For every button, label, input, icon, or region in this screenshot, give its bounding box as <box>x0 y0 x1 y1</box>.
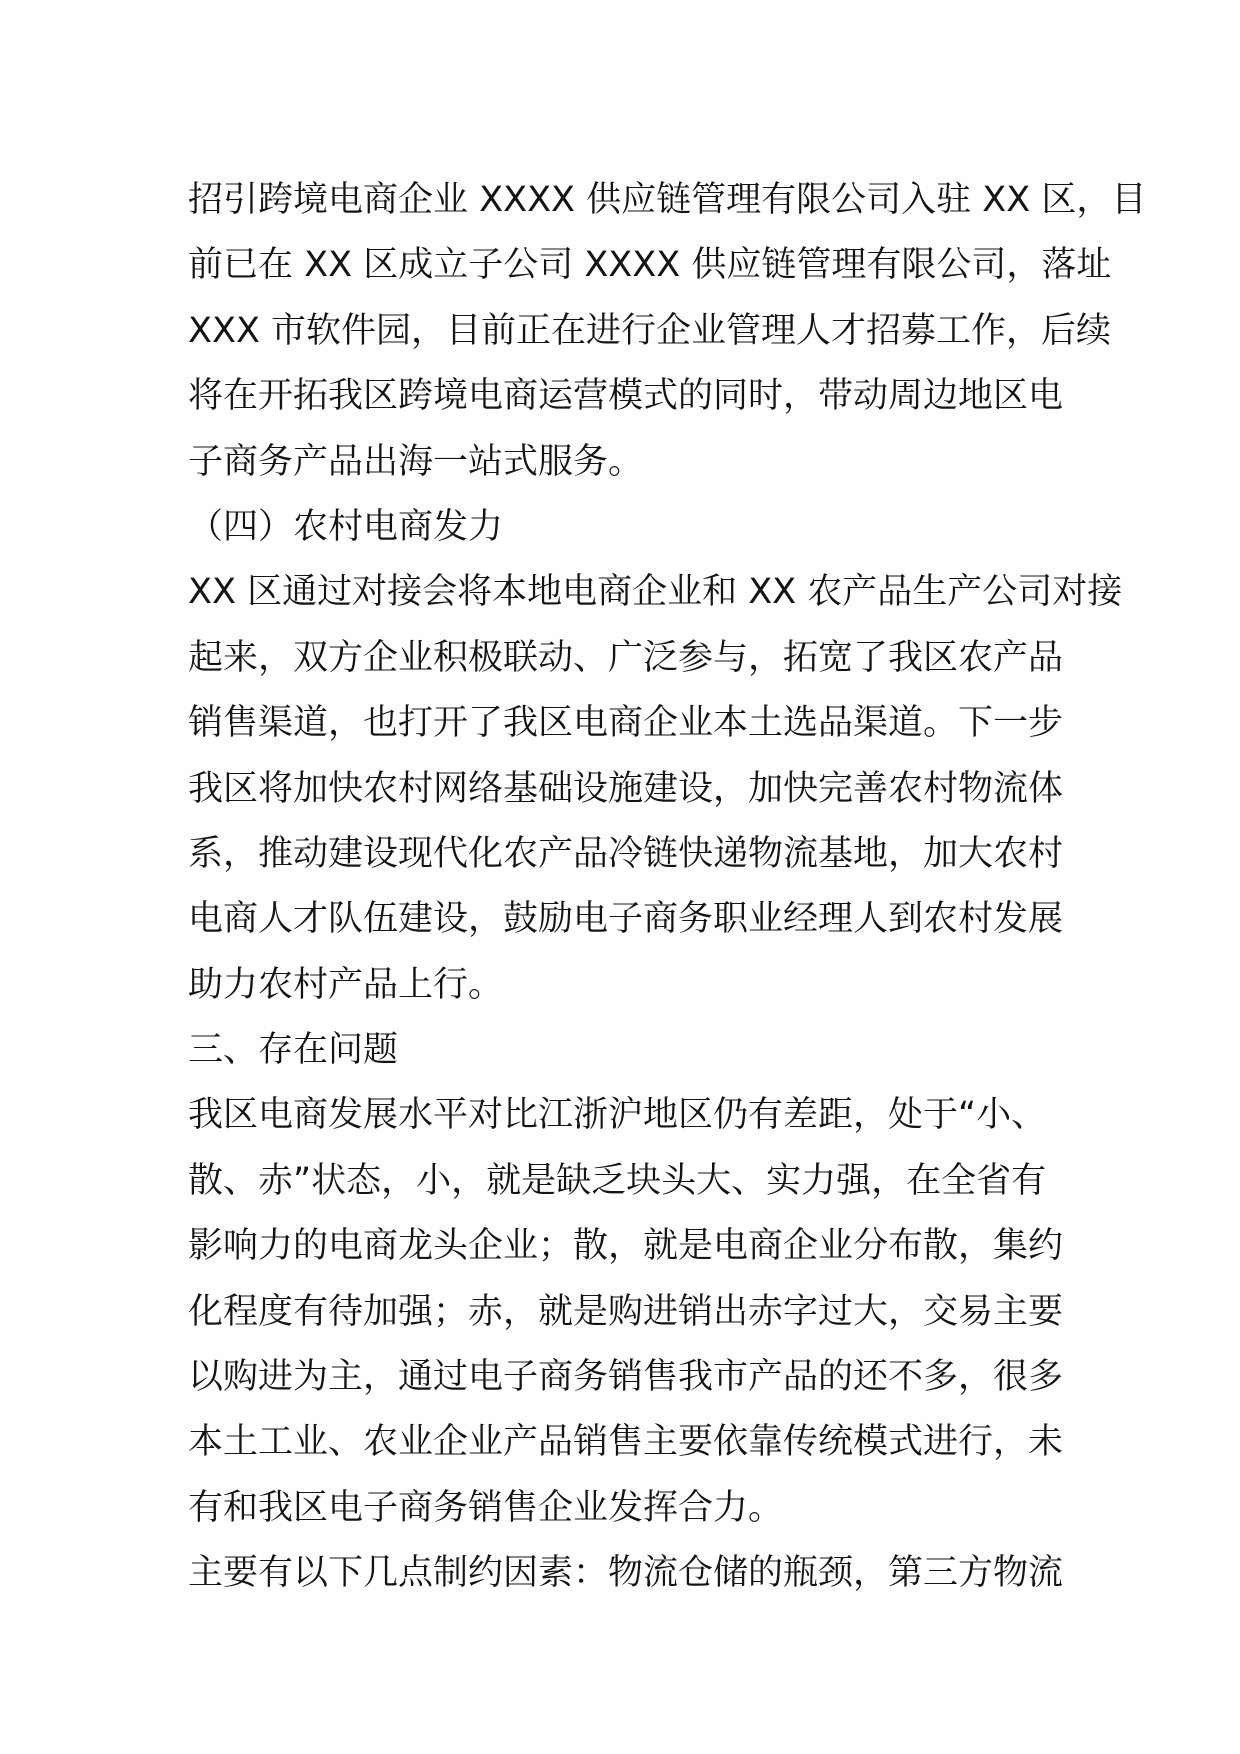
text-line: 招引跨境电商企业 XXXX 供应链管理有限公司入驻 XX 区，目 <box>188 180 1147 220</box>
text-line: 起来，双方企业积极联动、广泛参与，拓宽了我区农产品 <box>188 637 1064 678</box>
section-heading-rural-ecommerce: （四）农村电商发力 <box>188 506 504 547</box>
text-line: 销售渠道，也打开了我区电商企业本土选品渠道。下一步 <box>188 703 1064 744</box>
text-line: XX 区通过对接会将本地电商企业和 XX 农产品生产公司对接 <box>188 572 1123 613</box>
text-line: 以购进为主，通过电子商务销售我市产品的还不多，很多 <box>188 1357 1064 1398</box>
document-body <box>188 168 1147 1607</box>
text-line: 我区将加快农村网络基础设施建设，加快完善农村物流体 <box>188 768 1064 809</box>
section-heading-existing-problems: 三、存在问题 <box>188 1030 399 1071</box>
text-line: 化程度有待加强；赤，就是购进销出赤字过大，交易主要 <box>188 1291 1064 1332</box>
text-line: 子商务产品出海一站式服务。 <box>188 441 644 482</box>
text-line: 系，推动建设现代化农产品冷链快递物流基地，加大农村 <box>188 833 1064 874</box>
text-line: 电商人才队伍建设，鼓励电子商务职业经理人到农村发展 <box>188 899 1064 940</box>
text-line: 有和我区电子商务销售企业发挥合力。 <box>188 1487 784 1528</box>
text-line: 助力农村产品上行。 <box>188 964 504 1005</box>
text-line: XXX 市软件园，目前正在进行企业管理人才招募工作，后续 <box>188 310 1112 351</box>
text-line: 影响力的电商龙头企业；散，就是电商企业分布散，集约 <box>188 1226 1064 1267</box>
text-line: 我区电商发展水平对比江浙沪地区仍有差距，处于“小、 <box>188 1095 1047 1136</box>
text-line: 主要有以下几点制约因素：物流仓储的瓶颈，第三方物流 <box>188 1553 1064 1594</box>
text-line: 本土工业、农业企业产品销售主要依靠传统模式进行，未 <box>188 1422 1064 1463</box>
text-line: 散、赤”状态，小，就是缺乏块头大、实力强，在全省有 <box>188 1160 1047 1201</box>
text-line: 将在开拓我区跨境电商运营模式的同时，带动周边地区电 <box>188 376 1064 417</box>
text-line: 前已在 XX 区成立子公司 XXXX 供应链管理有限公司，落址 <box>188 245 1112 286</box>
